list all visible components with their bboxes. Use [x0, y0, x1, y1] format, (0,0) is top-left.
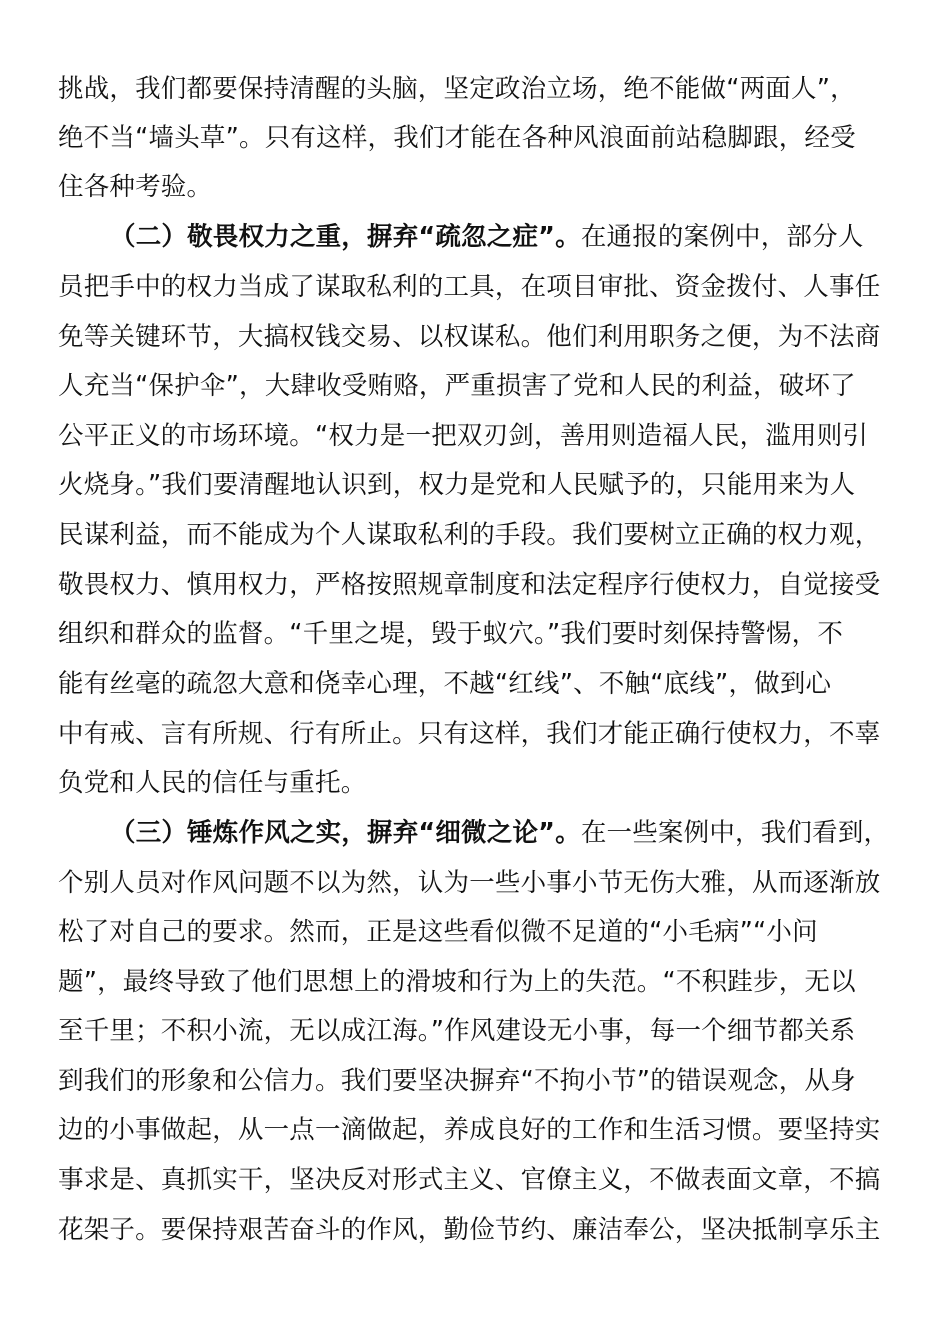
paragraph-line: 住各种考验。 [58, 172, 213, 202]
paragraph-line: 敬畏权力、慎用权力，严格按照规章制度和法定程序行使权力，自觉接受 [58, 570, 881, 600]
paragraph-line: 人充当“保护伞”，大肆收受贿赂，严重损害了党和人民的利益，破坏了 [58, 371, 856, 401]
paragraph-line: 绝不当“墙头草”。只有这样，我们才能在各种风浪面前站稳脚跟，经受 [58, 123, 856, 153]
paragraph-line: 松了对自己的要求。然而，正是这些看似微不足道的“小毛病”“小问 [58, 917, 818, 947]
paragraph-line: 花架子。要保持艰苦奋斗的作风，勤俭节约、廉洁奉公，坚决抵制享乐主 [58, 1215, 881, 1245]
section-two-first-line [110, 212, 894, 262]
paragraph-line: 公平正义的市场环境。“权力是一把双刃剑，善用则造福人民，滥用则引 [58, 421, 869, 451]
paragraph-line: 火烧身。”我们要清醒地认识到，权力是党和人民赋予的，只能用来为人 [58, 470, 856, 500]
section-two-text: 在通报的案例中，部分人 [580, 222, 864, 252]
paragraph-line: 至千里；不积小流，无以成江海。”作风建设无小事，每一个细节都关系 [58, 1016, 856, 1046]
paragraph-line: 事求是、真抓实干，坚决反对形式主义、官僚主义，不做表面文章，不搞 [58, 1165, 881, 1195]
paragraph-line: 题”，最终导致了他们思想上的滑坡和行为上的失范。“不积跬步，无以 [58, 967, 856, 997]
paragraph-line: 负党和人民的信任与重托。 [58, 768, 367, 798]
paragraph-line: 员把手中的权力当成了谋取私利的工具，在项目审批、资金拨付、人事任 [58, 272, 881, 302]
section-three-text: 在一些案例中，我们看到， [580, 818, 890, 848]
paragraph-line: 边的小事做起，从一点一滴做起，养成良好的工作和生活习惯。要坚持实 [58, 1115, 881, 1145]
paragraph-line: 能有丝毫的疏忽大意和侥幸心理，不越“红线”、不触“底线”，做到心 [58, 669, 832, 699]
section-three-first-line [110, 808, 894, 858]
section-two-heading: （二）敬畏权力之重，摒弃“疏忽之症”。 [110, 222, 581, 252]
paragraph-line: 民谋利益，而不能成为个人谋取私利的手段。我们要树立正确的权力观， [58, 520, 881, 550]
paragraph-line: 个别人员对作风问题不以为然，认为一些小事小节无伤大雅，从而逐渐放 [58, 868, 881, 898]
paragraph-line: 到我们的形象和公信力。我们要坚决摒弃“不拘小节”的错误观念，从身 [58, 1066, 856, 1096]
paragraph-line: 中有戒、言有所规、行有所止。只有这样，我们才能正确行使权力，不辜 [58, 719, 881, 749]
paragraph-line: 组织和群众的监督。“千里之堤，毁于蚁穴。”我们要时刻保持警惕，不 [58, 619, 844, 649]
section-three-heading: （三）锤炼作风之实，摒弃“细微之论”。 [110, 818, 581, 848]
paragraph-line: 免等关键环节，大搞权钱交易、以权谋私。他们利用职务之便，为不法商 [58, 322, 881, 352]
paragraph-line: 挑战，我们都要保持清醒的头脑，坚定政治立场，绝不能做“两面人”， [58, 74, 856, 104]
